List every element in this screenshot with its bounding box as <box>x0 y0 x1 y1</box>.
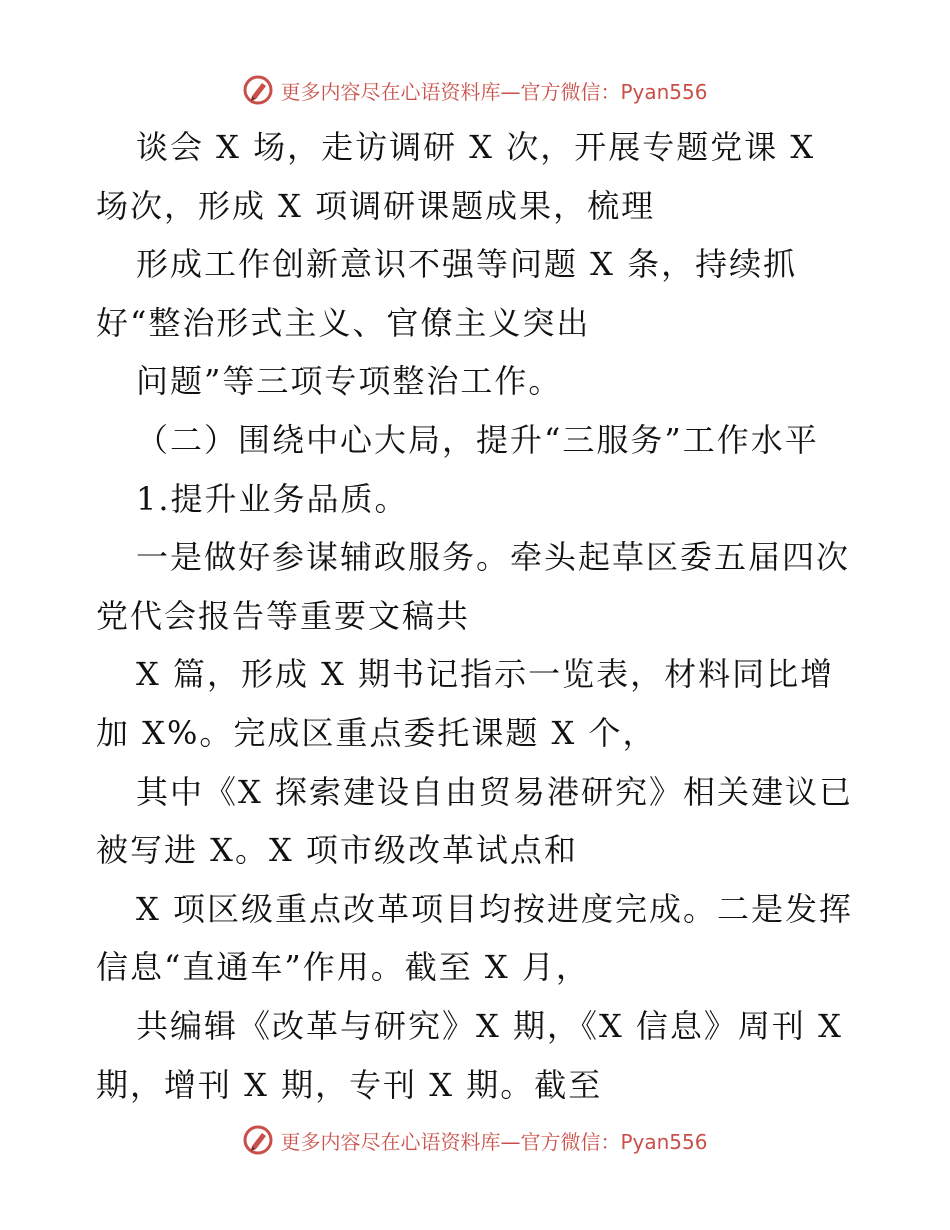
text-line: 党代会报告等重要文稿共 <box>96 596 471 635</box>
text-line: 被写进 X。X 项市级改革试点和 <box>96 831 578 870</box>
text-line: 好“整治形式主义、官僚主义突出 <box>96 303 591 342</box>
text-line: 形成工作创新意识不强等问题 X 条，持续抓 <box>136 245 798 284</box>
text-line: 加 X%。完成区重点委托课题 X 个， <box>96 713 657 752</box>
text-line: 问题”等三项专项整治工作。 <box>136 362 563 401</box>
text-line: 共编辑《改革与研究》X 期，《X 信息》周刊 X <box>136 1006 843 1045</box>
document-body <box>96 118 866 1114</box>
text-line: 一是做好参谋辅政服务。牵头起草区委五届四次 <box>136 538 851 577</box>
section-heading: （二）围绕中心大局，提升“三服务”工作水平 <box>136 420 819 459</box>
pen-logo-icon <box>242 74 274 106</box>
watermark-text: 更多内容尽在心语资料库—官方微信：Pyan556 <box>280 79 708 104</box>
pen-logo-icon <box>242 1124 274 1156</box>
text-line: X 篇，形成 X 期书记指示一览表，材料同比增 <box>136 655 835 694</box>
subsection-heading: 1.提升业务品质。 <box>136 479 409 518</box>
footer-watermark <box>0 1120 950 1160</box>
text-line: 信息“直通车”作用。截至 X 月， <box>96 948 590 987</box>
text-line: X 项区级重点改革项目均按进度完成。二是发挥 <box>136 889 853 928</box>
text-line: 场次，形成 X 项调研课题成果，梳理 <box>96 186 656 225</box>
text-line: 其中《X 探索建设自由贸易港研究》相关建议已 <box>136 772 853 811</box>
header-watermark <box>0 70 950 110</box>
watermark-text: 更多内容尽在心语资料库—官方微信：Pyan556 <box>280 1129 708 1154</box>
text-line: 期，增刊 X 期，专刊 X 期。截至 <box>96 1065 603 1104</box>
text-line: 谈会 X 场，走访调研 X 次，开展专题党课 X <box>136 128 816 166</box>
